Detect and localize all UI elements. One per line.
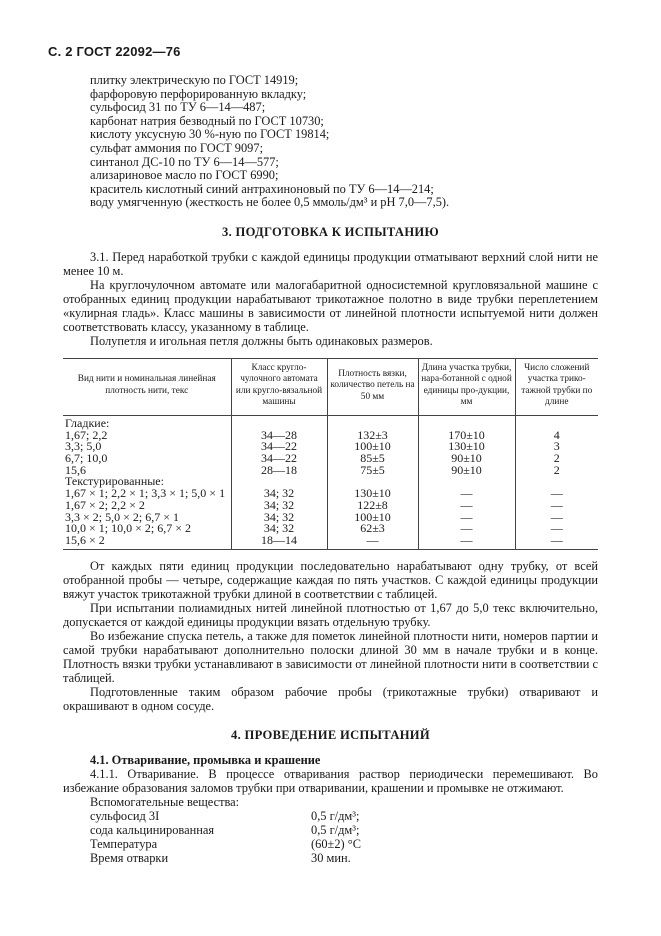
table-row	[63, 441, 598, 453]
table-cell: 130±10	[327, 488, 418, 500]
table-row	[63, 535, 598, 549]
aux-row	[63, 837, 598, 851]
table-cell: 1,67 × 2; 2,2 × 2	[65, 497, 145, 512]
paragraph-4-1-1: 4.1.1. Отваривание. В процессе отваривания раствор периодически перемешивают. Во избежание образования заломов трубки при отваривании, крашении и промывке не отжимают.	[63, 766, 598, 795]
table-cell: 6,7; 10,0	[65, 451, 108, 466]
list-item: сульфосид 31 по ТУ 6—14—487;	[90, 100, 266, 115]
table-cell: —	[515, 512, 598, 524]
table-header-cell: Длина участка трубки, нара-ботанной с одной единицы про-дукции, мм	[418, 358, 515, 415]
table-cell: —	[327, 535, 418, 549]
table-cell: 34; 32	[231, 512, 327, 524]
table-cell: 34—22	[231, 453, 327, 465]
list-item: кислоту уксусную 30 %-ную по ГОСТ 19814;	[90, 127, 330, 142]
table-cell: 34—28	[231, 430, 327, 442]
aux-value: 0,5 г/дм³;	[311, 808, 360, 823]
paragraph-polyamide: При испытании полиамидных нитей линейной плотностью от 1,67 до 5,0 текс включительно, допускается от каждой единицы продукции вязать отдельную трубку.	[63, 600, 598, 629]
page-header: С. 2 ГОСТ 22092—76	[48, 44, 181, 59]
table-cell: 18—14	[231, 535, 327, 549]
paragraph-machine: На круглочулочном автомате или малогабаритной односистемной кругловязальной машине с отобранных единиц продукции нарабатывают трикотажное полотно в виде трубки переплетением «кулирная гладь». Класс машины в зависимости от линейной плотности испытуемой нити должен соответствовать классу, указанному в таблице.	[63, 277, 598, 334]
aux-row	[63, 809, 598, 823]
table-cell: 28—18	[231, 465, 327, 477]
paragraph-loops: Полупетля и игольная петля должны быть одинаковых размеров.	[90, 333, 433, 348]
table-cell: 62±3	[327, 523, 418, 535]
aux-row	[63, 823, 598, 837]
table-cell: 15,6	[65, 462, 86, 477]
table-cell: 34; 32	[231, 488, 327, 500]
table-cell: 10,0 × 1; 10,0 × 2; 6,7 × 2	[65, 521, 191, 536]
aux-label: Температура	[90, 836, 158, 851]
aux-label: сульфосид 3I	[90, 808, 160, 823]
table-cell: 34—22	[231, 441, 327, 453]
list-item: карбонат натрия безводный по ГОСТ 10730;	[90, 113, 324, 128]
table-header-cell: Число сложений участка трико-тажной трубки по длине	[515, 358, 598, 415]
table-cell: 3	[515, 441, 598, 453]
paragraph-3-1: 3.1. Перед наработкой трубки с каждой единицы продукции отматывают верхний слой нити не менее 10 м.	[63, 249, 598, 278]
table-row	[63, 430, 598, 442]
table-cell: 100±10	[327, 441, 418, 453]
table-cell: 170±10	[418, 430, 515, 442]
table-cell: 15,6 × 2	[63, 535, 231, 549]
table-row	[63, 415, 598, 429]
table-cell: 3,3 × 2; 5,0 × 2; 6,7 × 1	[65, 509, 179, 524]
list-item: сульфат аммония по ГОСТ 9097;	[90, 140, 264, 155]
list-item: плитку электрическую по ГОСТ 14919;	[90, 73, 299, 87]
table-cell: 3,3; 5,0	[65, 439, 102, 454]
table-cell: —	[515, 500, 598, 512]
aux-value: 0,5 г/дм³;	[311, 822, 360, 837]
aux-value: 30 мин.	[311, 850, 351, 865]
table-header-row	[63, 358, 598, 415]
paragraph-strips: Во избежание спуска петель, а также для пометок линейной плотности нити, номеров партии и самой трубки нарабатывают дополнительно полоски длиной 30 мм в начале трубки и в конце. Плотность вязки трубки устанавливают в зависимости от линейной плотности нити в соответствии с таблицей.	[63, 628, 598, 685]
aux-row	[63, 851, 598, 865]
aux-label: Время отварки	[90, 850, 169, 865]
table-cell: 85±5	[327, 453, 418, 465]
table-cell: 90±10	[418, 465, 515, 477]
list-item: синтанол ДС-10 по ТУ 6—14—577;	[90, 154, 279, 169]
table-cell: Гладкие:	[65, 415, 110, 430]
table-cell: 1,67; 2,2	[65, 427, 108, 442]
table-cell: 34; 32	[231, 523, 327, 535]
list-item: воду умягченную (жесткость не более 0,5 ммоль/дм³ и рН 7,0—7,5).	[90, 195, 450, 210]
aux-value: (60±2) °С	[311, 836, 361, 851]
table-cell: 1,67 × 1; 2,2 × 1; 3,3 × 1; 5,0 × 1	[65, 486, 226, 501]
aux-label: сода кальцинированная	[90, 822, 215, 837]
table-cell: 4	[515, 430, 598, 442]
table-cell: —	[515, 523, 598, 535]
table-cell: 2	[515, 453, 598, 465]
subsection-title: 4.1. Отваривание, промывка и крашение	[90, 752, 321, 767]
table-cell: —	[515, 535, 598, 549]
table-cell: Текстурированные:	[65, 474, 164, 489]
table-cell: 100±10	[327, 512, 418, 524]
section-4-title: 4. ПРОВЕДЕНИЕ ИСПЫТАНИЙ	[230, 727, 430, 742]
table-cell: 122±8	[327, 500, 418, 512]
table-header-cell: Класс кругло-чулочного автомата или кругло-вязальной машины	[231, 358, 327, 415]
table-row	[63, 453, 598, 465]
table-cell: —	[418, 523, 515, 535]
table-cell: 2	[515, 465, 598, 477]
table-cell: 90±10	[418, 453, 515, 465]
list-item: фарфоровую перфорированную вкладку;	[90, 86, 307, 101]
table-header-cell: Вид нити и номинальная линейная плотность нити, текс	[63, 358, 231, 415]
list-item: краситель кислотный синий антрахиноновый по ТУ 6—14—214;	[90, 181, 434, 196]
table-cell: 34; 32	[231, 500, 327, 512]
list-item: ализариновое масло по ГОСТ 6990;	[90, 168, 279, 183]
table-cell: —	[418, 512, 515, 524]
materials-list	[90, 74, 598, 210]
aux-intro: Вспомогательные вещества:	[90, 794, 240, 809]
table-row	[63, 523, 598, 535]
table-cell: —	[418, 535, 515, 549]
table-cell: 130±10	[418, 441, 515, 453]
table-cell: —	[515, 488, 598, 500]
section-3-title: 3. ПОДГОТОВКА К ИСПЫТАНИЮ	[222, 224, 439, 239]
paragraph-sampling: От каждых пяти единиц продукции последовательно нарабатывают одну трубку, от всей отобранной пробы — четыре, содержащие каждая по пять участков. С каждой единицы продукции вяжут участок трикотажной трубки длиной в соответствии с таблицей.	[63, 558, 598, 601]
knitting-table	[63, 358, 598, 550]
page-content	[63, 74, 598, 865]
table-cell: —	[418, 488, 515, 500]
paragraph-prepared: Подготовленные таким образом рабочие пробы (трикотажные трубки) отваривают и окрашивают в одном сосуде.	[63, 684, 598, 713]
table-cell: 132±3	[327, 430, 418, 442]
table-header-cell: Плотность вязки, количество петель на 50 мм	[327, 358, 418, 415]
table-cell: —	[418, 500, 515, 512]
table-cell: 75±5	[327, 465, 418, 477]
